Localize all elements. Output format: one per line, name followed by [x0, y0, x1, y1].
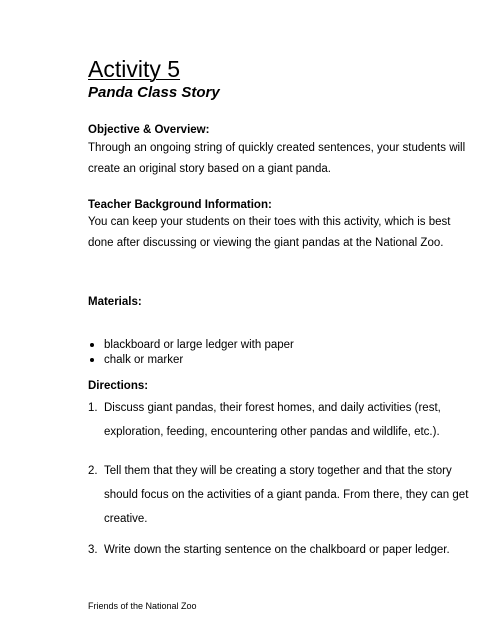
page-title: Activity 5	[88, 56, 181, 82]
direction-step	[88, 396, 473, 444]
materials-item	[88, 338, 294, 353]
step-number: 1.	[88, 402, 98, 414]
step-number: 2.	[88, 465, 98, 477]
bullet-icon	[90, 358, 94, 362]
materials-item-text: blackboard or large ledger with paper	[104, 339, 294, 351]
materials-list	[88, 338, 294, 368]
step-text: Tell them that they will be creating a story together and that the story should focus on the activities of a giant panda. From there, they can get creative.	[104, 465, 469, 525]
step-number: 3.	[88, 544, 98, 556]
step-text: Discuss giant pandas, their forest homes, and daily activities (rest, exploration, feeding, encountering other pandas and wildlife, etc.).	[104, 402, 441, 438]
page-footer: Friends of the National Zoo	[88, 601, 197, 611]
objective-text: Through an ongoing string of quickly created sentences, your students will create an original story based on a giant panda.	[88, 142, 466, 175]
background-text: You can keep your students on their toes with this activity, which is best done after discussing or viewing the giant pandas at the National Zoo.	[88, 216, 451, 249]
materials-item-text: chalk or marker	[104, 354, 184, 366]
direction-step	[88, 459, 473, 531]
materials-heading: Materials:	[88, 296, 142, 308]
bullet-icon	[90, 343, 94, 347]
step-text: Write down the starting sentence on the chalkboard or paper ledger.	[104, 544, 450, 556]
objective-heading: Objective & Overview:	[88, 124, 210, 136]
page-subtitle: Panda Class Story	[88, 84, 220, 101]
background-heading: Teacher Background Information:	[88, 199, 272, 211]
materials-item	[88, 353, 294, 368]
directions-heading: Directions:	[88, 380, 149, 392]
direction-step	[88, 538, 473, 562]
